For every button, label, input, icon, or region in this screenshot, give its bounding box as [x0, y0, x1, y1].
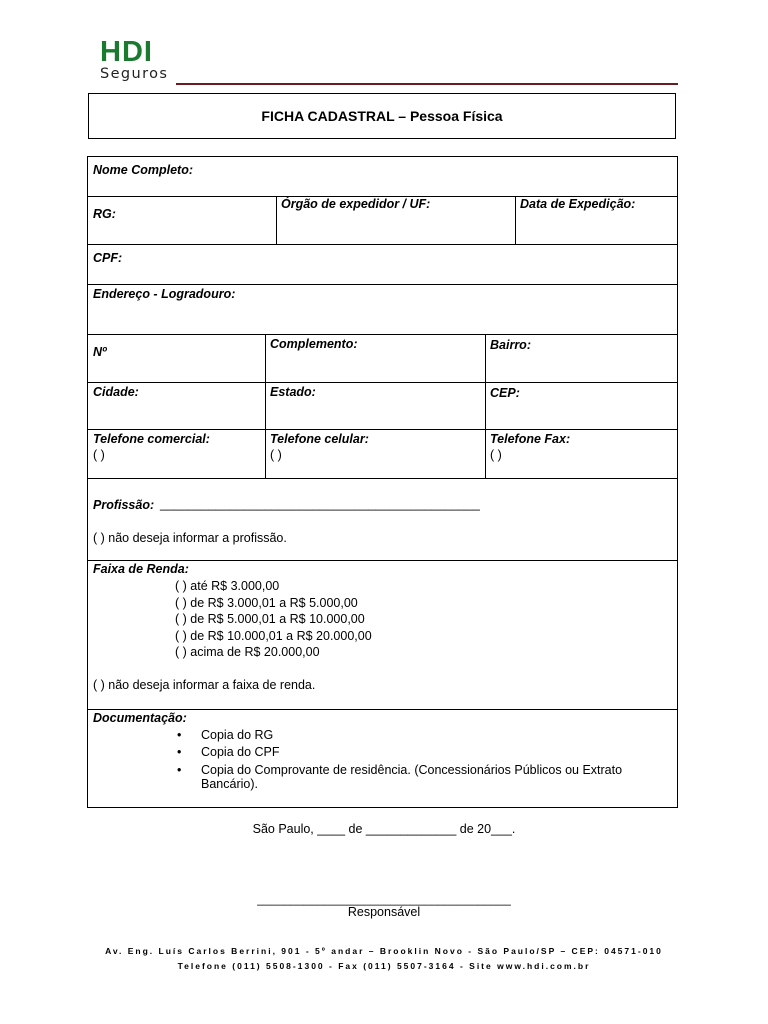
footer-contact: Telefone (011) 5508-1300 - Fax (011) 5507-3164 - Site www.hdi.com.br	[177, 961, 591, 971]
ddd-celular: ( )	[270, 448, 282, 462]
cidade-field[interactable]: Cidade:	[93, 385, 139, 399]
documento-item-continued: Bancário).	[201, 777, 258, 791]
divider	[276, 196, 277, 244]
form-title: FICHA CADASTRAL – Pessoa Física	[261, 108, 503, 124]
signature-label: Responsável	[347, 905, 421, 919]
renda-option[interactable]: ( ) até R$ 3.000,00	[175, 579, 280, 593]
rg-field[interactable]: RG:	[93, 207, 116, 221]
numero-field[interactable]: Nº	[93, 345, 107, 359]
renda-option[interactable]: ( ) acima de R$ 20.000,00	[175, 645, 320, 659]
estado-field[interactable]: Estado:	[270, 385, 316, 399]
divider	[88, 284, 677, 285]
footer-address: Av. Eng. Luís Carlos Berrini, 901 - 5º andar – Brooklin Novo - São Paulo/SP – CEP: 04571-010	[105, 946, 663, 956]
profissao-opt-out[interactable]: ( ) não deseja informar a profissão.	[93, 531, 287, 545]
divider	[88, 560, 677, 561]
header-rule	[176, 83, 678, 85]
hdi-logo	[100, 38, 168, 82]
telefone-fax-field[interactable]: Telefone Fax:	[490, 432, 571, 446]
nome-field[interactable]: Nome Completo:	[93, 163, 193, 177]
orgao-field[interactable]: Órgão de expedidor / UF:	[281, 197, 431, 211]
logo-subtitle: Seguros	[100, 66, 169, 82]
ddd-fax: ( )	[490, 448, 502, 462]
data-expedicao-field[interactable]: Data de Expedição:	[520, 197, 636, 211]
documento-item: Copia do Comprovante de residência. (Concessionários Públicos ou Extrato	[201, 763, 623, 777]
renda-opt-out[interactable]: ( ) não deseja informar a faixa de renda.	[93, 678, 316, 692]
telefone-comercial-field[interactable]: Telefone comercial:	[93, 432, 210, 446]
endereco-field[interactable]: Endereço - Logradouro:	[93, 287, 236, 301]
divider	[88, 429, 677, 430]
documentacao-label: Documentação:	[93, 711, 187, 725]
bairro-field[interactable]: Bairro:	[490, 338, 531, 352]
telefone-celular-field[interactable]: Telefone celular:	[270, 432, 369, 446]
profissao-input-line[interactable]: ______________________________________________	[160, 497, 480, 511]
cep-field[interactable]: CEP:	[490, 386, 520, 400]
divider	[265, 334, 266, 478]
signature-line[interactable]: ______________________________________	[257, 892, 511, 906]
documento-item: Copia do CPF	[201, 745, 280, 759]
renda-label: Faixa de Renda:	[93, 562, 189, 576]
renda-option[interactable]: ( ) de R$ 3.000,01 a R$ 5.000,00	[175, 596, 358, 610]
divider	[88, 709, 677, 710]
profissao-label: Profissão:	[93, 498, 155, 512]
divider	[88, 244, 677, 245]
bullet-icon: •	[177, 745, 182, 759]
complemento-field[interactable]: Complemento:	[270, 337, 358, 351]
documento-item: Copia do RG	[201, 728, 274, 742]
ddd-comercial: ( )	[93, 448, 105, 462]
registration-form	[87, 156, 678, 808]
bullet-icon: •	[177, 763, 182, 777]
renda-option[interactable]: ( ) de R$ 5.000,01 a R$ 10.000,00	[175, 612, 365, 626]
divider	[515, 196, 516, 244]
divider	[88, 382, 677, 383]
form-title-box	[88, 93, 676, 139]
renda-option[interactable]: ( ) de R$ 10.000,01 a R$ 20.000,00	[175, 629, 372, 643]
divider	[88, 334, 677, 335]
cpf-field[interactable]: CPF:	[93, 251, 123, 265]
bullet-icon: •	[177, 728, 182, 742]
logo-brand: HDI	[100, 36, 153, 68]
divider	[88, 478, 677, 479]
date-line[interactable]: São Paulo, ____ de _____________ de 20___.	[252, 822, 516, 836]
divider	[485, 334, 486, 478]
